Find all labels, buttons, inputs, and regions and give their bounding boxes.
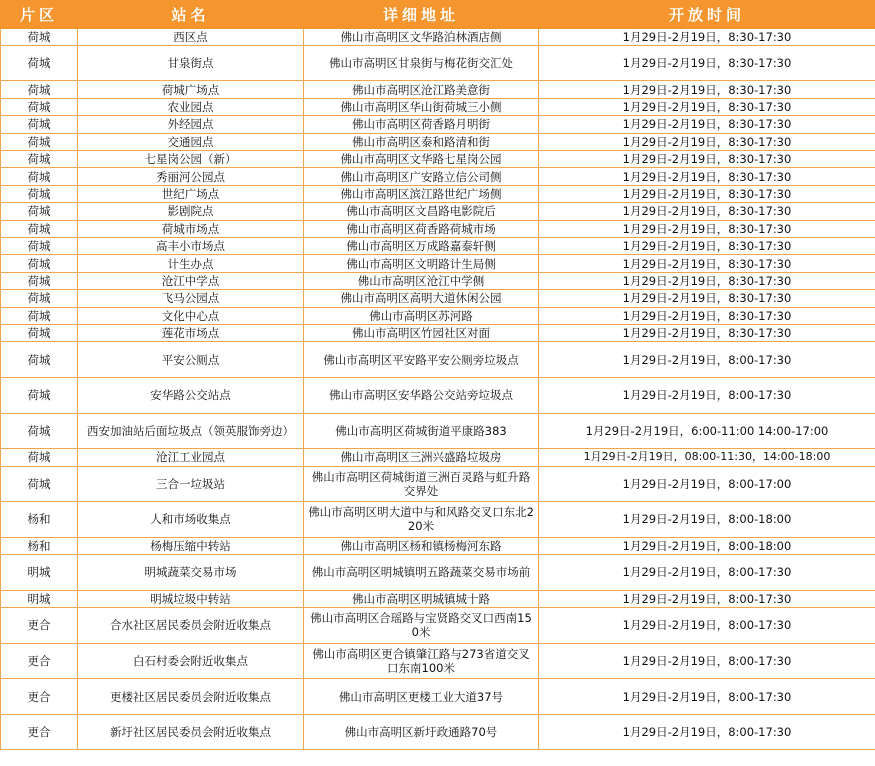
address-cell: 佛山市高明区杨和镇杨梅河东路 <box>304 537 539 554</box>
table-row <box>1 679 875 715</box>
header-address: 详细地址 <box>304 1 539 29</box>
station-name-cell: 安华路公交站点 <box>78 377 304 413</box>
open-time-cell: 1月29日-2月19日，8:30-17:30 <box>539 168 875 185</box>
address-cell: 佛山市高明区新圩政通路70号 <box>304 714 539 750</box>
area-cell: 荷城 <box>1 272 78 289</box>
table-row <box>1 151 875 168</box>
open-time-cell: 1月29日-2月19日，8:00-17:30 <box>539 714 875 750</box>
address-cell: 佛山市高明区文华路泊林酒店侧 <box>304 28 539 45</box>
area-cell: 荷城 <box>1 98 78 115</box>
area-cell: 更合 <box>1 679 78 715</box>
table-row <box>1 714 875 750</box>
address-cell: 佛山市高明区沧江中学侧 <box>304 272 539 289</box>
table-row <box>1 608 875 644</box>
station-name-cell: 合水社区居民委员会附近收集点 <box>78 608 304 644</box>
open-time-cell: 1月29日-2月19日，8:30-17:30 <box>539 220 875 237</box>
table-row <box>1 203 875 220</box>
table-header-row <box>1 1 875 29</box>
area-cell: 荷城 <box>1 413 78 449</box>
address-cell: 佛山市高明区沧江路美意街 <box>304 81 539 98</box>
table-row <box>1 116 875 133</box>
station-name-cell: 外经园点 <box>78 116 304 133</box>
address-cell: 佛山市高明区明大道中与和风路交叉口东北220米 <box>304 502 539 538</box>
station-name-cell: 七星岗公园（新） <box>78 151 304 168</box>
open-time-cell: 1月29日-2月19日，08:00-11:30，14:00-18:00 <box>539 449 875 466</box>
open-time-cell: 1月29日-2月19日，8:30-17:30 <box>539 151 875 168</box>
address-cell: 佛山市高明区甘泉街与梅花街交汇处 <box>304 45 539 81</box>
address-cell: 佛山市高明区明城镇明五路蔬菜交易市场前 <box>304 555 539 591</box>
station-name-cell: 杨梅压缩中转站 <box>78 537 304 554</box>
table-row <box>1 220 875 237</box>
table-row <box>1 81 875 98</box>
open-time-cell: 1月29日-2月19日，8:00-17:30 <box>539 643 875 679</box>
address-cell: 佛山市高明区泰和路清和街 <box>304 133 539 150</box>
address-cell: 佛山市高明区文华路七星岗公园 <box>304 151 539 168</box>
area-cell: 荷城 <box>1 238 78 255</box>
address-cell: 佛山市高明区滨江路世纪广场侧 <box>304 185 539 202</box>
area-cell: 荷城 <box>1 28 78 45</box>
area-cell: 明城 <box>1 590 78 607</box>
station-name-cell: 沧江工业园点 <box>78 449 304 466</box>
address-cell: 佛山市高明区广安路立信公司侧 <box>304 168 539 185</box>
open-time-cell: 1月29日-2月19日，8:00-17:30 <box>539 590 875 607</box>
open-time-cell: 1月29日-2月19日，8:30-17:30 <box>539 45 875 81</box>
area-cell: 荷城 <box>1 466 78 502</box>
area-cell: 荷城 <box>1 168 78 185</box>
table-row <box>1 45 875 81</box>
area-cell: 荷城 <box>1 45 78 81</box>
table-row <box>1 28 875 45</box>
area-cell: 荷城 <box>1 203 78 220</box>
open-time-cell: 1月29日-2月19日，8:30-17:30 <box>539 185 875 202</box>
address-cell: 佛山市高明区平安路平安公厕旁垃圾点 <box>304 342 539 378</box>
table-row <box>1 449 875 466</box>
table-row <box>1 98 875 115</box>
station-name-cell: 新圩社区居民委员会附近收集点 <box>78 714 304 750</box>
open-time-cell: 1月29日-2月19日，8:30-17:30 <box>539 81 875 98</box>
area-cell: 荷城 <box>1 185 78 202</box>
area-cell: 荷城 <box>1 449 78 466</box>
station-name-cell: 人和市场收集点 <box>78 502 304 538</box>
open-time-cell: 1月29日-2月19日，8:30-17:30 <box>539 255 875 272</box>
address-cell: 佛山市高明区文昌路电影院后 <box>304 203 539 220</box>
station-name-cell: 明城蔬菜交易市场 <box>78 555 304 591</box>
area-cell: 荷城 <box>1 290 78 307</box>
station-name-cell: 交通园点 <box>78 133 304 150</box>
open-time-cell: 1月29日-2月19日，8:00-17:30 <box>539 608 875 644</box>
open-time-cell: 1月29日-2月19日，8:30-17:30 <box>539 28 875 45</box>
station-name-cell: 农业园点 <box>78 98 304 115</box>
station-name-cell: 莲花市场点 <box>78 324 304 341</box>
area-cell: 更合 <box>1 714 78 750</box>
open-time-cell: 1月29日-2月19日，8:00-17:30 <box>539 679 875 715</box>
table-row <box>1 342 875 378</box>
station-name-cell: 秀丽河公园点 <box>78 168 304 185</box>
address-cell: 佛山市高明区竹园社区对面 <box>304 324 539 341</box>
station-name-cell: 三合一垃圾站 <box>78 466 304 502</box>
header-open-time: 开放时间 <box>539 1 875 29</box>
station-name-cell: 飞马公园点 <box>78 290 304 307</box>
table-row <box>1 238 875 255</box>
area-cell: 杨和 <box>1 502 78 538</box>
station-name-cell: 计生办点 <box>78 255 304 272</box>
table-row <box>1 255 875 272</box>
table-row <box>1 537 875 554</box>
open-time-cell: 1月29日-2月19日，8:30-17:30 <box>539 133 875 150</box>
address-cell: 佛山市高明区合瑶路与宝贤路交叉口西南150米 <box>304 608 539 644</box>
table-row <box>1 413 875 449</box>
area-cell: 荷城 <box>1 116 78 133</box>
area-cell: 更合 <box>1 643 78 679</box>
open-time-cell: 1月29日-2月19日，8:30-17:30 <box>539 324 875 341</box>
open-time-cell: 1月29日-2月19日，6:00-11:00 14:00-17:00 <box>539 413 875 449</box>
station-name-cell: 甘泉街点 <box>78 45 304 81</box>
open-time-cell: 1月29日-2月19日，8:30-17:30 <box>539 116 875 133</box>
area-cell: 荷城 <box>1 220 78 237</box>
table-row <box>1 133 875 150</box>
station-name-cell: 西安加油站后面垃圾点（领英服饰旁边） <box>78 413 304 449</box>
address-cell: 佛山市高明区万成路嘉泰轩侧 <box>304 238 539 255</box>
address-cell: 佛山市高明区更楼工业大道37号 <box>304 679 539 715</box>
table-row <box>1 185 875 202</box>
area-cell: 荷城 <box>1 81 78 98</box>
station-name-cell: 沧江中学点 <box>78 272 304 289</box>
table-row <box>1 272 875 289</box>
area-cell: 杨和 <box>1 537 78 554</box>
address-cell: 佛山市高明区明城镇城十路 <box>304 590 539 607</box>
address-cell: 佛山市高明区文明路计生局侧 <box>304 255 539 272</box>
station-name-cell: 影剧院点 <box>78 203 304 220</box>
open-time-cell: 1月29日-2月19日，8:30-17:30 <box>539 203 875 220</box>
address-cell: 佛山市高明区更合镇肇江路与273省道交叉口东南100米 <box>304 643 539 679</box>
open-time-cell: 1月29日-2月19日，8:00-17:00 <box>539 466 875 502</box>
area-cell: 荷城 <box>1 151 78 168</box>
address-cell: 佛山市高明区荷香路荷城市场 <box>304 220 539 237</box>
area-cell: 荷城 <box>1 307 78 324</box>
open-time-cell: 1月29日-2月19日，8:00-17:30 <box>539 342 875 378</box>
address-cell: 佛山市高明区苏河路 <box>304 307 539 324</box>
open-time-cell: 1月29日-2月19日，8:30-17:30 <box>539 272 875 289</box>
table-row <box>1 168 875 185</box>
open-time-cell: 1月29日-2月19日，8:00-17:30 <box>539 555 875 591</box>
table-row <box>1 502 875 538</box>
area-cell: 荷城 <box>1 255 78 272</box>
open-time-cell: 1月29日-2月19日，8:00-18:00 <box>539 537 875 554</box>
station-name-cell: 明城垃圾中转站 <box>78 590 304 607</box>
open-time-cell: 1月29日-2月19日，8:30-17:30 <box>539 98 875 115</box>
header-station-name: 站名 <box>78 1 304 29</box>
area-cell: 荷城 <box>1 377 78 413</box>
station-name-cell: 荷城广场点 <box>78 81 304 98</box>
open-time-cell: 1月29日-2月19日，8:30-17:30 <box>539 238 875 255</box>
table-row <box>1 377 875 413</box>
address-cell: 佛山市高明区荷香路月明街 <box>304 116 539 133</box>
open-time-cell: 1月29日-2月19日，8:00-17:30 <box>539 377 875 413</box>
address-cell: 佛山市高明区华山街荷城三小侧 <box>304 98 539 115</box>
station-name-cell: 世纪广场点 <box>78 185 304 202</box>
address-cell: 佛山市高明区荷城街道平康路383 <box>304 413 539 449</box>
open-time-cell: 1月29日-2月19日，8:30-17:30 <box>539 307 875 324</box>
table-row <box>1 324 875 341</box>
table-row <box>1 590 875 607</box>
table-row <box>1 307 875 324</box>
area-cell: 荷城 <box>1 324 78 341</box>
area-cell: 荷城 <box>1 342 78 378</box>
station-name-cell: 白石村委会附近收集点 <box>78 643 304 679</box>
open-time-cell: 1月29日-2月19日，8:00-18:00 <box>539 502 875 538</box>
area-cell: 更合 <box>1 608 78 644</box>
station-name-cell: 文化中心点 <box>78 307 304 324</box>
table-row <box>1 643 875 679</box>
table-row <box>1 555 875 591</box>
address-cell: 佛山市高明区荷城街道三洲百灵路与虹升路交界处 <box>304 466 539 502</box>
table-row <box>1 290 875 307</box>
station-name-cell: 西区点 <box>78 28 304 45</box>
address-cell: 佛山市高明区高明大道休闲公园 <box>304 290 539 307</box>
address-cell: 佛山市高明区三洲兴盛路垃圾房 <box>304 449 539 466</box>
station-name-cell: 高丰小市场点 <box>78 238 304 255</box>
station-name-cell: 荷城市场点 <box>78 220 304 237</box>
table-row <box>1 466 875 502</box>
area-cell: 明城 <box>1 555 78 591</box>
address-cell: 佛山市高明区安华路公交站旁垃圾点 <box>304 377 539 413</box>
station-name-cell: 平安公厕点 <box>78 342 304 378</box>
header-area: 片区 <box>1 1 78 29</box>
area-cell: 荷城 <box>1 133 78 150</box>
station-name-cell: 更楼社区居民委员会附近收集点 <box>78 679 304 715</box>
open-time-cell: 1月29日-2月19日，8:30-17:30 <box>539 290 875 307</box>
